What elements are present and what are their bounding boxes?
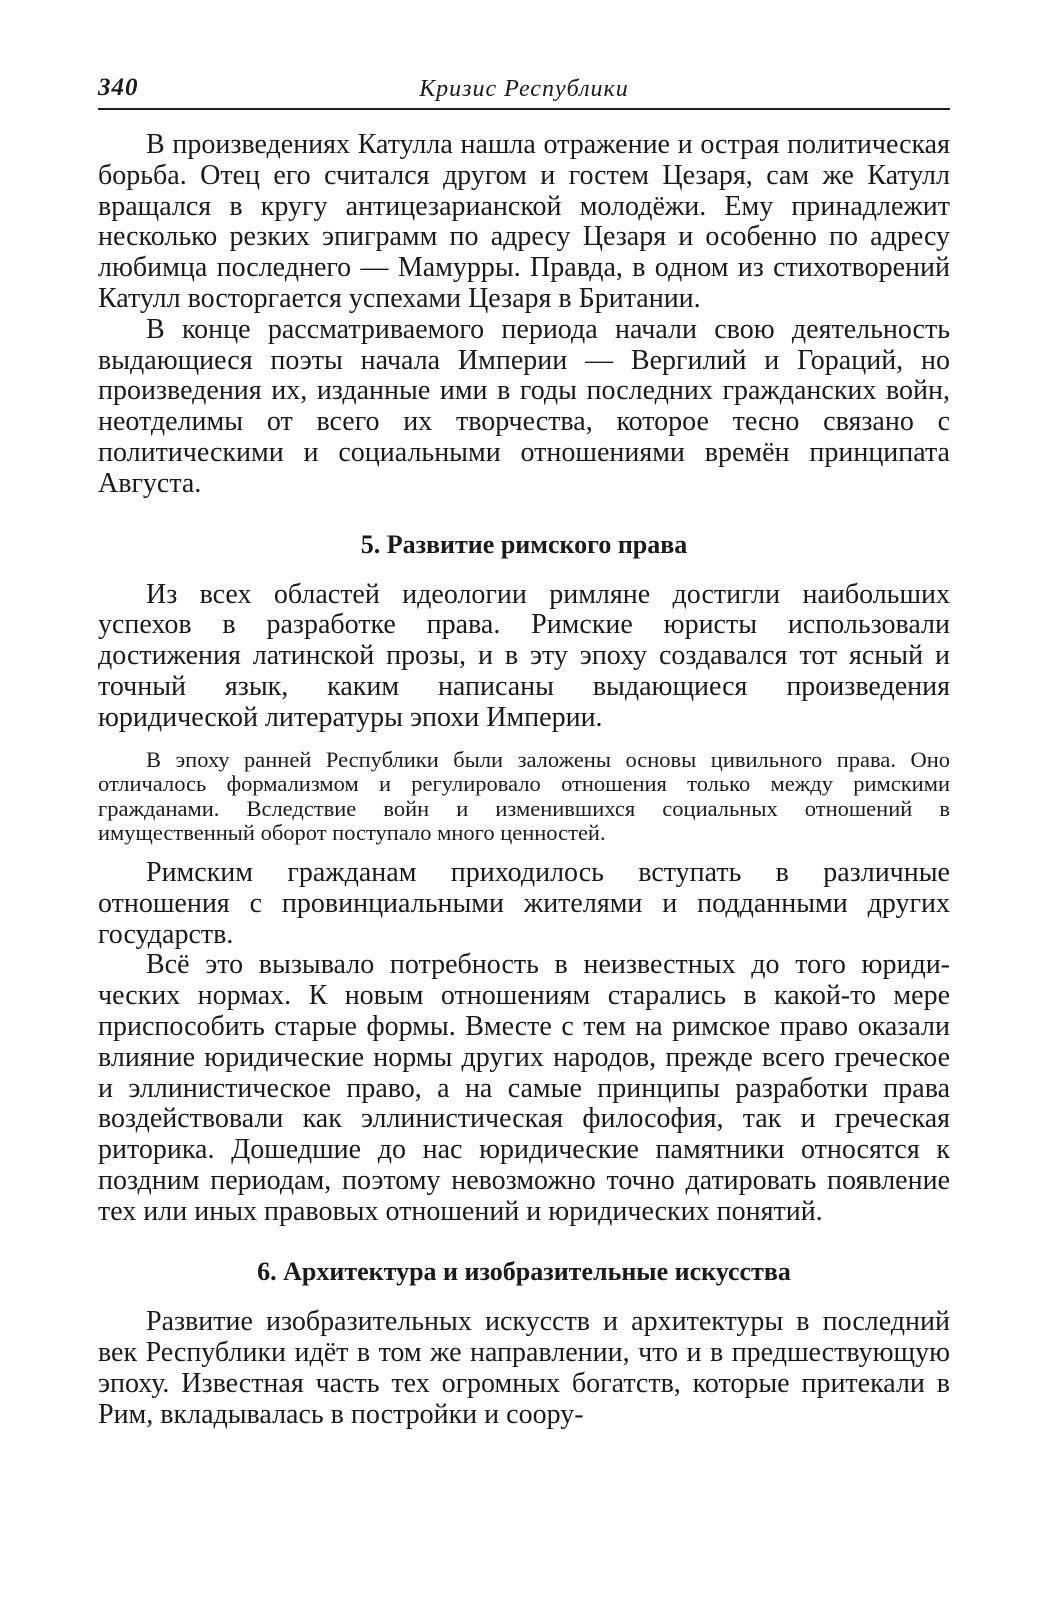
section-heading-architecture: 6. Архитектура и изобразительные искусства: [257, 1257, 791, 1287]
running-title: Кризис Республики: [419, 76, 629, 102]
section-heading-roman-law: 5. Развитие римского права: [360, 529, 688, 559]
running-header: [98, 68, 950, 110]
page-number: 340: [98, 74, 139, 101]
paragraph-roman-law-intro: Из всех областей идеологии римляне достигли наибольших успехов в разработке права. Римские юристы использовали достижения латинской прозы, и в эту эпоху создавался тот ясный и точный язык, каким написаны выдающиеся произведения юридической литературы эпохи Империи.: [98, 578, 950, 733]
paragraph-virgil-horace: В конце рассматриваемого периода начали свою деятельность выдающиеся поэты начала Империи — Вергилий и Гораций, но произведения их, изданные ими в годы последних гражданских войн, неотделимы от всего их творчества, которое тесно связано с политическими и социальными отношениями времён принципата Августа.: [98, 313, 950, 499]
paragraph-civil-law-smallprint: В эпоху ранней Республики были заложены основы цивильного права. Оно отличалось формализмом и регулировало отношения только между римскими гражданами. Вследствие войн и изменившихся социальных отношений в имущественный оборот поступало много ценностей.: [98, 746, 950, 846]
paragraph-roman-citizens: Римским гражданам приходилось вступать в различные отношения с провинциальными жителями и подданными других государств.: [98, 856, 950, 950]
paragraph-legal-norms: Всё это вызывало потребность в неизвестных до того юридических нормах. К новым отношениям старались в какой-то мере приспособить старые формы. Вместе с тем на римское право оказали влияние юридические нормы других народов, прежде всего греческое и эллинистическое право, а на самые принципы разработки права воздействовали как эллинистическая философия, так и греческая риторика. Дошедшие до нас юридические памятники относятся к поздним периодам, поэтому невозможно точно датировать появление тех или иных правовых отношений и юридических понятий.: [98, 949, 950, 1227]
book-page: [98, 68, 950, 1431]
paragraph-fine-arts: Развитие изобразительных искусств и архитектуры в последний век Республики идёт в том же направлении, что и в предшествующую эпоху. Известная часть тех огромных богатств, которые притекали в Рим, вкладывалась в постройки и соору-: [98, 1306, 950, 1430]
paragraph-catullus-politics: В произведениях Катулла нашла отражение и острая политическая борьба. Отец его считался другом и гостем Цезаря, сам же Катулл вращался в кругу антицезарианской молодёжи. Ему принадлежит несколько резких эпиграмм по адресу Цезаря и особенно по адресу любимца последнего — Мамурры. Правда, в одном из стихотворений Катулл восторгается успехами Цезаря в Британии.: [98, 129, 950, 314]
